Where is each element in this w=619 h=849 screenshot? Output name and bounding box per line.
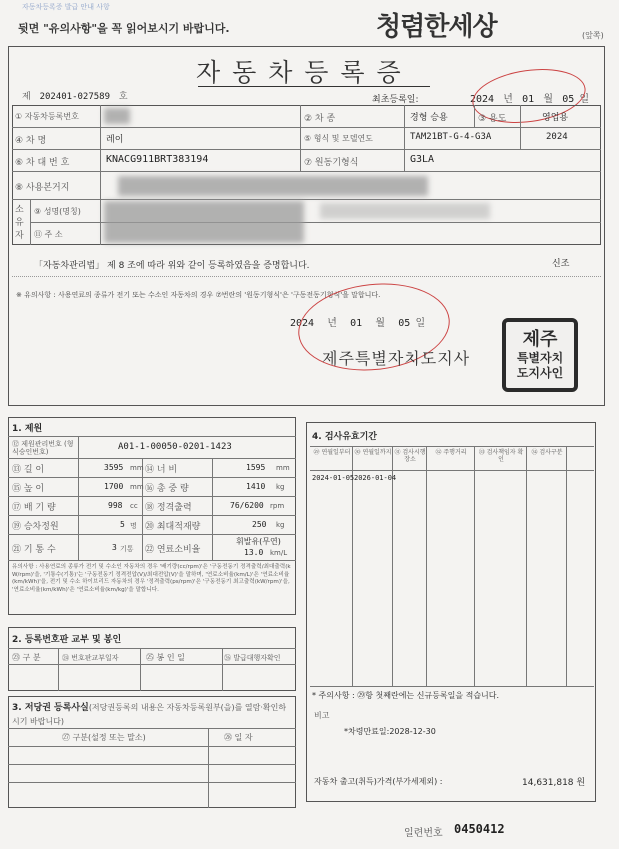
redacted-owner-id	[320, 203, 490, 219]
seating-unit: 명	[130, 522, 137, 530]
max-load-unit: kg	[276, 521, 285, 529]
fuel-eff-label: ㉒ 연료소비율	[145, 545, 201, 555]
cylinders-label: ㉑ 기 통 수	[12, 545, 56, 555]
first-reg-day: 05	[562, 94, 575, 105]
plate-col-agent: ㉖ 발급대행자확인	[224, 654, 281, 662]
serial-number: 0450412	[454, 822, 505, 836]
plate-col-seal-date: ㉕ 봉 인 일	[146, 653, 185, 662]
front-side-tag: (앞쪽)	[582, 31, 604, 40]
legal-statement: 「자동차관리법」 제 8 조에 따라 위와 같이 등록하였음을 증명합니다.	[34, 261, 310, 271]
plate-title: 2. 등록번호판 교부 및 봉인	[12, 635, 122, 645]
insp-to-value: 2026-01-04	[354, 474, 397, 482]
insp-col-to: ㉚ 연월일까지	[354, 449, 392, 456]
length-label: ⑬ 길 이	[12, 465, 45, 475]
price-value: 14,631,818 원	[522, 778, 586, 788]
spec-note: 유의사항 : 사용연료의 종류가 전기 및 수소인 자동차의 경우 '배기량(cc/rpm)'은 '구동전동기 정격출력/최대출력(kW/rpm)'을, '기통수(기통)'는 '구동전동기 정격전압(V)/최대전압(V)'을 말하며, '연료소비율(km/L)'은 '연료소비율(km/kWh)'을, 전기 및 수소 하이브리드 자동차의 경우 '정격출력(ps/rpm)'은 '구동전동기 최고출력(kW/rpm)'을, '연료소비율(km/kWh)'은 '연료소비율(km/kg)'을 말합니다.	[12, 564, 291, 593]
spec-title: 1. 제원	[12, 424, 43, 434]
spec-mgmt-value: A01-1-00050-0201-1423	[118, 442, 232, 452]
cert-no-suffix: 호	[118, 92, 128, 102]
model-year-label: ⑤ 형식 및 모델연도	[304, 134, 373, 143]
mortgage-desc: (저당권등록의 내용은 자동차등록원부(을)를 열람·확인하시기 바랍니다)	[12, 703, 287, 726]
use-value: 영업용	[542, 113, 569, 123]
gross-weight-label: ⑯ 총 중 량	[145, 484, 189, 494]
insp-col-from: ㉙ 연월일부터	[313, 449, 351, 456]
notice-text: 뒷면 "유의사항"을 꼭 읽어보시기 바랍니다.	[18, 22, 230, 35]
serial-label: 일련번호	[404, 828, 443, 839]
plate-col-type: ㉓ 구 분	[12, 653, 41, 662]
seal-line-1: 제주	[522, 329, 558, 350]
height-unit: mm	[130, 483, 144, 491]
inspection-title: 4. 검사유효기간	[312, 432, 377, 442]
car-type-label: ② 차 종	[304, 114, 336, 124]
gross-weight-unit: kg	[276, 483, 285, 491]
certificate-number	[22, 89, 128, 102]
official-seal	[502, 318, 578, 392]
gross-weight-value: 1410	[246, 482, 266, 491]
inspection-caution: * 주의사항 : ㉙항 첫째란에는 신규등록일을 적습니다.	[312, 691, 500, 700]
spec-mgmt-label: ⑫ 제원관리번호 (형식승인번호)	[12, 440, 74, 456]
vin-value: KNACG911BRT383194	[106, 154, 209, 165]
seal-line-2: 특별자치	[516, 351, 564, 365]
top-fine-print: 자동차등록증 발급 안내 사항	[22, 3, 110, 11]
model-value: 레이	[106, 135, 124, 145]
issue-day: 05	[398, 318, 411, 329]
length-unit: mm	[130, 464, 144, 472]
length-value: 3595	[104, 463, 124, 472]
height-label: ⑮ 높 이	[12, 484, 45, 494]
width-unit: mm	[276, 464, 290, 472]
displacement-label: ⑰ 배 기 량	[12, 503, 56, 513]
unit-day: 일	[579, 94, 590, 105]
remarks-label: 비고	[314, 711, 330, 720]
mortgage-col-date: ㉘ 일 자	[224, 733, 253, 742]
title-underline	[198, 86, 430, 87]
rated-output-label: ⑱ 정격출력	[145, 503, 192, 513]
mortgage-header	[12, 701, 288, 729]
owner-name-label: ⑨ 성명(명칭)	[34, 207, 81, 216]
use-label: ③ 용도	[478, 114, 507, 124]
cylinders-unit: 기통	[120, 545, 134, 553]
model-code-value: TAM21BT-G-4-G3A	[410, 132, 492, 142]
width-label: ⑭ 너 비	[145, 465, 178, 475]
engine-value: G3LA	[410, 154, 435, 165]
insp-col-inspector: ㉝ 검사책임자 확인	[478, 449, 524, 463]
model-year-value: 2024	[546, 132, 568, 142]
fuel-type-value: 휘발유(무연)	[236, 537, 281, 546]
issue-unit-month: 월	[375, 318, 386, 329]
displacement-unit: cc	[130, 502, 138, 510]
issue-year: 2024	[290, 318, 315, 329]
rated-output-unit: rpm	[270, 502, 285, 510]
issue-unit-day: 일	[415, 318, 426, 329]
caution-text: ※ 유의사항 : 사용연료의 종류가 전기 또는 수소인 자동차의 경우 ⑦번란의 '원동기형식'은 '구동전동기형식'을 말합니다.	[16, 291, 381, 299]
rated-output-value: 76/6200	[230, 501, 264, 510]
fuel-eff-value: 13.0	[244, 548, 264, 557]
max-load-value: 250	[252, 520, 267, 529]
issue-unit-year: 년	[327, 318, 337, 329]
first-reg-month: 01	[522, 94, 535, 105]
cert-no-value: 202401-027589	[39, 92, 111, 102]
redacted-owner	[104, 201, 304, 243]
plate-col-issue-date: ㉔ 번호판교부일자	[62, 654, 119, 662]
base-label: ⑧ 사용본거지	[15, 183, 70, 193]
unit-month: 월	[543, 94, 554, 105]
first-reg-year: 2024	[470, 94, 495, 105]
engine-label: ⑦ 원동기형식	[304, 158, 359, 168]
displacement-value: 998	[108, 501, 123, 510]
height-value: 1700	[104, 482, 124, 491]
owner-side-label: 소유자	[15, 205, 24, 241]
redacted-reg-no	[104, 108, 130, 124]
integrity-logo: 청렴한세상	[376, 12, 497, 42]
insp-col-mileage: ㉜ 주행거리	[435, 449, 467, 456]
insp-col-kind: ㉞ 검사구분	[531, 449, 563, 456]
insp-col-place: ㉛ 검사시행장소	[394, 449, 426, 463]
cylinders-value: 3	[112, 543, 117, 552]
insp-from-value: 2024-01-05	[312, 474, 355, 482]
vin-label: ⑥ 차 대 번 호	[15, 158, 70, 168]
model-label: ④ 차 명	[15, 136, 47, 146]
cert-no-label: 제	[22, 92, 31, 102]
reg-no-label: ① 자동차등록번호	[15, 112, 79, 121]
first-reg-label: 최초등록일:	[372, 95, 419, 105]
seal-line-3: 도지사인	[516, 366, 564, 380]
certificate-title: 자 동 차 등 록 증	[196, 58, 403, 87]
max-load-label: ⑳ 최대적재량	[145, 522, 201, 532]
redacted-base-address	[118, 176, 428, 196]
seating-value: 5	[120, 520, 125, 529]
mortgage-title: 3. 저당권 등록사실	[12, 703, 89, 713]
width-value: 1595	[246, 463, 266, 472]
mortgage-col-kind: ㉗ 구분(설정 또는 말소)	[62, 733, 146, 742]
unit-year: 년	[503, 94, 513, 105]
vehicle-age-deadline: *차령만료일:2028-12-30	[344, 727, 436, 736]
owner-address-label: ⑪ 주 소	[34, 230, 63, 239]
fuel-eff-unit: km/L	[270, 549, 288, 557]
new-registration-mark: 신조	[552, 259, 570, 269]
car-type-value: 경형 승용	[410, 113, 448, 123]
price-label: 자동차 출고(취득)가격(부가세제외) :	[314, 777, 443, 786]
seating-label: ⑲ 승차정원	[12, 522, 59, 532]
issue-month: 01	[350, 318, 363, 329]
issuer-name: 제주특별자치도지사	[322, 349, 471, 368]
